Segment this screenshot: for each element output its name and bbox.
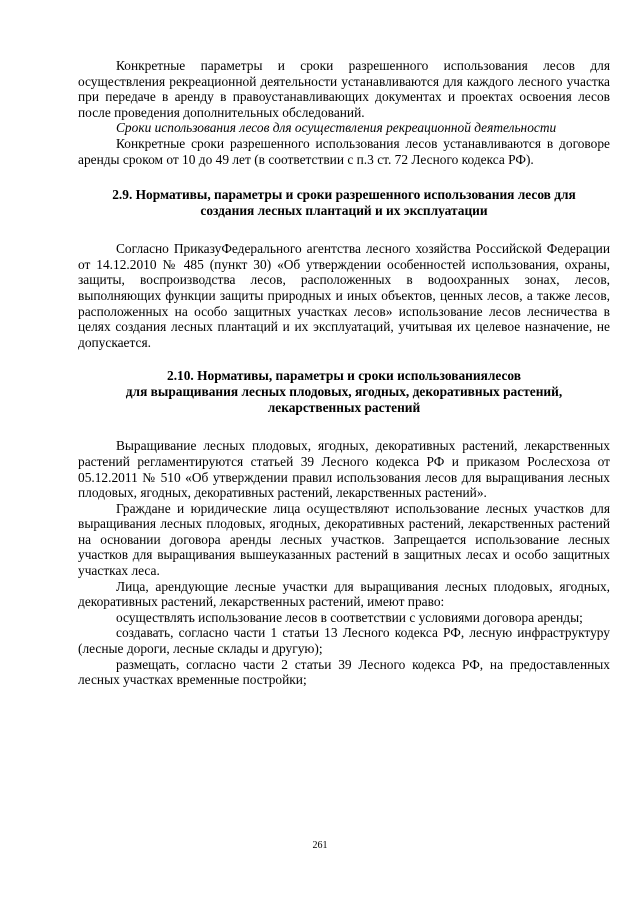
paragraph-cultivation-regulation: Выращивание лесных плодовых, ягодных, декоративных растений, лекарственных растений регламентируются статьей 39 Лесного кодекса РФ и приказом Рослесхоза от 05.12.2011 № 510 «Об утверждении правил использования лесов для выращивания лесных плодовых, ягодных, декоративных растений, лекарственных растений». bbox=[78, 438, 610, 501]
paragraph-cultivation-lease: Граждане и юридические лица осуществляют использование лесных участков для выращивания лесных плодовых, ягодных, декоративных растений, лекарственных растений на основании договора аренды лесных участков. Запрещается использование лесных участков для выращивания вышеуказанных растений в защитных лесах и особо защитных участках леса. bbox=[78, 500, 610, 579]
section-heading-2-10-line3: лекарственных растений bbox=[267, 400, 421, 416]
list-item-right-infrastructure: создавать, согласно части 1 статьи 13 Лесного кодекса РФ, лесную инфраструктуру (лесные дороги, лесные склады и другую); bbox=[78, 625, 610, 657]
list-item-right-use: осуществлять использование лесов в соответствии с условиями договора аренды; bbox=[116, 609, 583, 625]
page-number: 261 bbox=[312, 840, 328, 851]
paragraph-recreation-terms: Конкретные сроки разрешенного использования лесов устанавливаются в договоре аренды сроком от 10 до 49 лет (в соответствии с п.3 ст. 72 Лесного кодекса РФ). bbox=[78, 135, 610, 167]
subheading-recreation-terms: Сроки использования лесов для осуществления рекреационной деятельности bbox=[116, 120, 557, 136]
paragraph-lessee-rights: Лица, арендующие лесные участки для выращивания лесных плодовых, ягодных, декоративных растений, лекарственных растений, имеют право: bbox=[78, 578, 610, 610]
section-heading-2-9-line2: создания лесных плантаций и их эксплуатации bbox=[200, 203, 488, 219]
document-page bbox=[78, 58, 610, 688]
section-heading-2-10 bbox=[78, 368, 610, 416]
section-heading-2-9 bbox=[78, 187, 610, 219]
paragraph-recreation-params: Конкретные параметры и сроки разрешенного использования лесов для осуществления рекреационной деятельности устанавливаются для каждого лесного участка при передаче в аренду в правоустанавливающих документах и проектах освоения лесов после проведения дополнительных обследований. bbox=[78, 58, 610, 120]
section-heading-2-10-line1: 2.10. Нормативы, параметры и сроки использованиялесов bbox=[167, 368, 521, 384]
list-item-right-temporary-buildings: размещать, согласно части 2 статьи 39 Лесного кодекса РФ, на предоставленных лесных участках временные постройки; bbox=[78, 656, 610, 688]
paragraph-plantations: Согласно ПриказуФедерального агентства лесного хозяйства Российской Федерации от 14.12.2010 № 485 (пункт 30) «Об утверждении особенностей использования, охраны, защиты, воспроизводства лесов, расположенных в водоохранных зонах, лесов, выполняющих функции защиты природных и иных объектов, ценных лесов, а также лесов, расположенных на особо защитных участках лесов» использование лесов лесничества в целях создания лесных плантаций и их эксплуатаций, учитывая их целевое назначение, не допускается. bbox=[78, 241, 610, 350]
section-heading-2-9-line1: 2.9. Нормативы, параметры и сроки разрешенного использования лесов для bbox=[112, 187, 576, 203]
section-heading-2-10-line2: для выращивания лесных плодовых, ягодных, декоративных растений, bbox=[125, 384, 563, 400]
